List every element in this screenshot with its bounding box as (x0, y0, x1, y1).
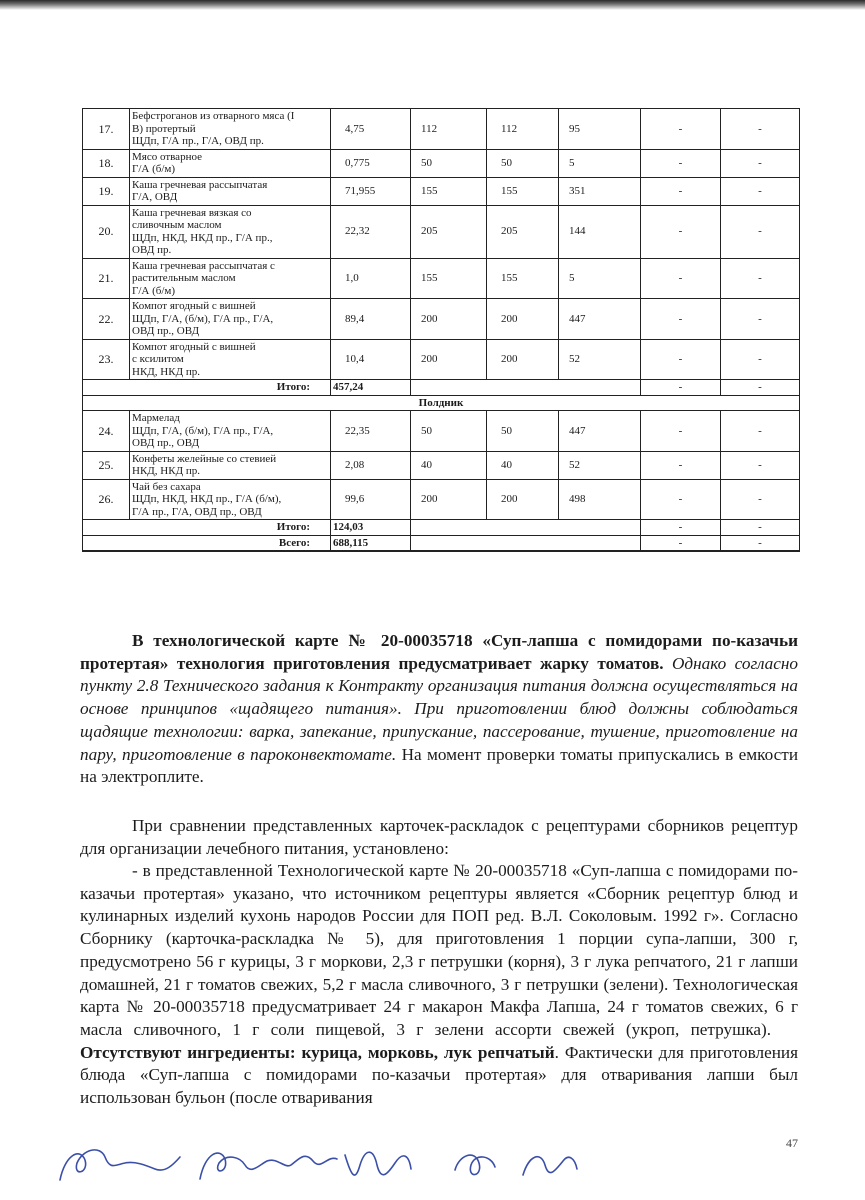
total-value: 688,115 (331, 535, 411, 551)
table-row (83, 339, 800, 380)
dish-name-line: ЩДп, НКД, НКД пр., Г/А (б/м), (132, 493, 282, 505)
dash-cell: - (721, 411, 800, 452)
weight-cell: 50 (487, 149, 559, 177)
dash-cell: - (641, 339, 721, 380)
count-cell: 52 (559, 339, 641, 380)
dash-cell: - (721, 149, 800, 177)
dash-cell: - (641, 109, 721, 150)
amount-cell: 71,955 (331, 177, 411, 205)
amount-cell: 0,775 (331, 149, 411, 177)
count-cell: 351 (559, 177, 641, 205)
amount-cell: 89,4 (331, 299, 411, 340)
table-row (83, 177, 800, 205)
dash-cell: - (721, 205, 800, 258)
count-cell: 447 (559, 299, 641, 340)
row-number: 25. (83, 451, 130, 479)
amount-cell: 2,08 (331, 451, 411, 479)
weight-cell: 155 (487, 177, 559, 205)
weight-cell: 155 (411, 258, 487, 299)
count-cell: 447 (559, 411, 641, 452)
table-section-row (83, 395, 800, 411)
dish-name-line: ОВД пр., ОВД (132, 325, 200, 337)
dash-cell: - (721, 339, 800, 380)
dash-cell: - (721, 451, 800, 479)
dish-name-line: ЩДп, Г/А пр., Г/А, ОВД пр. (132, 135, 264, 147)
table-row (83, 299, 800, 340)
weight-cell: 112 (411, 109, 487, 150)
dish-name-line: В) протертый (132, 122, 196, 135)
missing-ingredients-bold: Отсутствуют ингредиенты: курица, морковь, лук репчатый (80, 1042, 555, 1062)
dish-name-line: ОВД пр., ОВД (132, 437, 200, 449)
comparison-intro-text: При сравнении представленных карточек-раскладок с рецептурами сборников рецептур для организации лечебного питания, установлено: (80, 816, 798, 858)
amount-cell: 1,0 (331, 258, 411, 299)
dash-cell: - (641, 451, 721, 479)
section-title: Полдник (83, 395, 800, 411)
table-row (83, 451, 800, 479)
empty-cell (411, 380, 641, 396)
dash-cell: - (721, 258, 800, 299)
total-label: Итого: (83, 380, 331, 396)
dish-name-line: с ксилитом (132, 353, 184, 365)
amount-cell: 22,35 (331, 411, 411, 452)
dish-name-line: Бефстроганов из отварного мяса (I (132, 110, 295, 122)
dish-name-cell (130, 149, 331, 177)
dish-name-line: Г/А (б/м) (132, 284, 176, 297)
count-cell: 5 (559, 258, 641, 299)
count-cell: 498 (559, 479, 641, 520)
count-cell: 95 (559, 109, 641, 150)
handwritten-signatures-icon (55, 1135, 595, 1190)
dish-name-line: Чай без сахара (132, 480, 201, 493)
row-number: 22. (83, 299, 130, 340)
dish-name-line: Каша гречневая рассыпчатая (132, 178, 268, 191)
dish-name-line: Компот ягодный с вишней (132, 300, 256, 312)
dish-name-cell (130, 177, 331, 205)
weight-cell: 200 (411, 299, 487, 340)
dish-name-cell (130, 205, 331, 258)
dish-name-cell (130, 339, 331, 380)
row-number: 26. (83, 479, 130, 520)
weight-cell: 205 (411, 205, 487, 258)
row-number: 19. (83, 177, 130, 205)
row-number: 20. (83, 205, 130, 258)
soup-technology-bold: В технологической карте № 20-00035718 «Суп-лапша с помидорами по-казачьи протертая» технология приготовления предусматривает жарку томатов. (80, 631, 798, 673)
weight-cell: 40 (411, 451, 487, 479)
dash-cell: - (721, 520, 800, 536)
dish-name-line: Компот ягодный с вишней (132, 340, 256, 353)
dish-name-line: растительным маслом (132, 272, 236, 284)
dish-name-line: ОВД пр. (132, 244, 172, 256)
dash-cell: - (721, 380, 800, 396)
weight-cell: 155 (411, 177, 487, 205)
count-cell: 144 (559, 205, 641, 258)
dash-cell: - (641, 479, 721, 520)
total-label: Всего: (83, 535, 331, 551)
dish-name-line: Г/А (б/м) (132, 163, 176, 175)
empty-cell (411, 535, 641, 551)
dash-cell: - (641, 299, 721, 340)
paragraph-soup-technology (80, 630, 798, 789)
paragraph-comparison-intro (80, 815, 798, 860)
dish-name-line: ЩДп, НКД, НКД пр., Г/А пр., (132, 231, 273, 244)
weight-cell: 50 (411, 149, 487, 177)
total-value: 457,24 (331, 380, 411, 396)
paragraph-recipe-finding (80, 860, 798, 1110)
dish-name-cell (130, 299, 331, 340)
weight-cell: 155 (487, 258, 559, 299)
count-cell: 5 (559, 149, 641, 177)
dish-name-line: Мармелад (132, 412, 180, 424)
dash-cell: - (641, 411, 721, 452)
dash-cell: - (641, 149, 721, 177)
total-value: 124,03 (331, 520, 411, 536)
row-number: 24. (83, 411, 130, 452)
table-row (83, 258, 800, 299)
dash-cell: - (721, 109, 800, 150)
weight-cell: 205 (487, 205, 559, 258)
dish-name-cell (130, 479, 331, 520)
table-total-row (83, 535, 800, 551)
table-row (83, 411, 800, 452)
dish-name-cell (130, 411, 331, 452)
dish-name-line: НКД, НКД пр. (132, 465, 200, 477)
dash-cell: - (721, 535, 800, 551)
dash-cell: - (641, 380, 721, 396)
weight-cell: 200 (487, 339, 559, 380)
dash-cell: - (641, 520, 721, 536)
weight-cell: 200 (411, 479, 487, 520)
dish-name-line: ЩДп, Г/А, (б/м), Г/А пр., Г/А, (132, 424, 274, 437)
weight-cell: 200 (487, 299, 559, 340)
dish-name-cell (130, 258, 331, 299)
dish-name-cell (130, 451, 331, 479)
dish-name-line: НКД, НКД пр. (132, 365, 200, 378)
dish-name-line: Конфеты желейные со стевией (132, 452, 277, 465)
row-number: 21. (83, 258, 130, 299)
amount-cell: 10,4 (331, 339, 411, 380)
weight-cell: 200 (411, 339, 487, 380)
soup-technology-italic: Однако согласно пункту 2.8 Технического задания к Контракту организация питания должна осуществляться на основе принципов «щадящего питания». При приготовлении блюд должны соблюдаться щадящие технологии: варка, запекание, припускание, пассерование, тушение, приготовление на пару, приготовление в пароконвектомате. (80, 653, 799, 764)
dish-name-line: сливочным маслом (132, 219, 222, 231)
page-number: 47 (786, 1136, 798, 1150)
dash-cell: - (641, 535, 721, 551)
dish-name-line: Г/А пр., Г/А, ОВД пр., ОВД (132, 505, 262, 518)
table-row (83, 205, 800, 258)
amount-cell: 22,32 (331, 205, 411, 258)
dash-cell: - (641, 205, 721, 258)
table-row (83, 149, 800, 177)
recipe-finding-text-cont: . Фактически для приготовления блюда «Суп-лапша с помидорами по-казачьи протертая» для отваривания лапши был использован бульон (после отваривания (80, 1042, 798, 1108)
dish-name-line: Каша гречневая вязкая со (132, 206, 252, 219)
dish-name-cell (130, 109, 331, 150)
soup-technology-fact: На момент проверки томаты припускались в емкости на электроплите. (80, 744, 799, 787)
weight-cell: 50 (487, 411, 559, 452)
amount-cell: 99,6 (331, 479, 411, 520)
table-total-row (83, 520, 800, 536)
weight-cell: 50 (411, 411, 487, 452)
menu-table (82, 108, 800, 552)
dash-cell: - (641, 258, 721, 299)
dish-name-line: Мясо отварное (132, 150, 202, 163)
scan-top-edge (0, 0, 865, 10)
dash-cell: - (721, 479, 800, 520)
dish-name-line: Каша гречневая рассыпчатая с (132, 259, 275, 272)
row-number: 18. (83, 149, 130, 177)
row-number: 23. (83, 339, 130, 380)
dish-name-line: ЩДп, Г/А, (б/м), Г/А пр., Г/А, (132, 312, 274, 325)
count-cell: 52 (559, 451, 641, 479)
row-number: 17. (83, 109, 130, 150)
table-row (83, 479, 800, 520)
dash-cell: - (641, 177, 721, 205)
table-total-row (83, 380, 800, 396)
dash-cell: - (721, 177, 800, 205)
total-label: Итого: (83, 520, 331, 536)
weight-cell: 40 (487, 451, 559, 479)
empty-cell (411, 520, 641, 536)
menu-table-container (82, 108, 799, 552)
amount-cell: 4,75 (331, 109, 411, 150)
dash-cell: - (721, 299, 800, 340)
weight-cell: 112 (487, 109, 559, 150)
table-row (83, 109, 800, 150)
weight-cell: 200 (487, 479, 559, 520)
dish-name-line: Г/А, ОВД (132, 191, 178, 203)
recipe-finding-text: - в представленной Технологической карте № 20-00035718 «Суп-лапша с помидорами по-казачьи протертая» указано, что источником рецептуры является «Сборник рецептур блюд и кулинарных изделий кухонь народов России для ПОП ред. В.Л. Соколовым. 1992 г». Согласно Сборнику (карточка-раскладка № 5), для приготовления 1 порции супа-лапши, 300 г, предусмотрено 56 г курицы, 3 г моркови, 2,3 г петрушки (корня), 3 г лука репчатого, 21 г лапши домашней, 21 г томатов свежих, 5,2 г масла сливочного, 3 г петрушки (зелени). Технологическая карта № 20-00035718 предусматривает 24 г макарон Макфа Лапша, 24 г томатов свежих, 6 г масла сливочного, 1 г соли пищевой, 3 г зелени ассорти свежей (укроп, петрушка). (80, 861, 798, 1039)
